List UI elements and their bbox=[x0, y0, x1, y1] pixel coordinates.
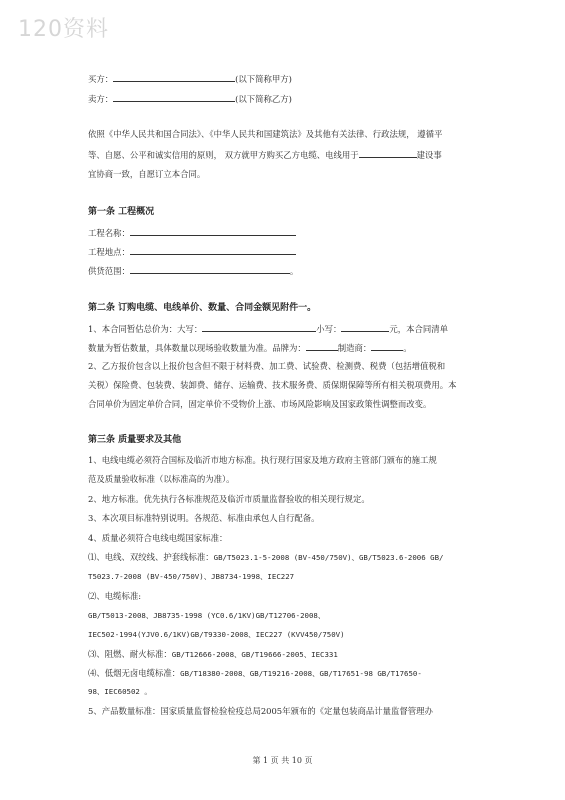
buyer-line: 买方： (以下简称甲方) bbox=[88, 74, 292, 84]
article-2-heading: 第二条 订购电缆、电线单价、数量、合同金额见附件一。 bbox=[88, 303, 317, 313]
art3-line-3: 2、地方标准。优先执行各标准规范及临沂市质量监督验收的相关现行规定。 bbox=[88, 494, 370, 504]
project-name-blank[interactable] bbox=[130, 226, 296, 236]
intro-line-2: 等、自愿、公平和诚实信用的原则， 双方就甲方购买乙方电缆、电线用于 建设事 bbox=[88, 150, 442, 160]
intro-line-3: 宜协商一致，自愿订立本合同。 bbox=[88, 169, 206, 179]
art3-line-11: ⑶、阻燃、耐火标准：GB/T12666-2008、GB/T19666-2005、IEC331 bbox=[88, 649, 338, 659]
project-location-line: 工程地点： bbox=[88, 245, 296, 258]
art2-line-5: 合同单价为固定单价合同，固定单价不受物价上涨、市场风险影响及国家政策性调整而改变。 bbox=[88, 399, 432, 409]
art3-line-13: 98、IEC60502 。 bbox=[88, 687, 152, 696]
art3-line-1: 1、电线电缆必须符合国标及临沂市地方标准。执行现行国家及地方政府主管部门颁布的施工规 bbox=[88, 455, 437, 465]
project-use-blank[interactable] bbox=[359, 148, 417, 158]
art3-line-7: T5023.7-2008 (BV-450/750V)、JB8734-1998、IEC227 bbox=[88, 572, 295, 581]
art3-line-5: 4、质量必须符合电线电缆国家标准： bbox=[88, 533, 228, 543]
art3-line-6: ⑴、电线、双绞线、护套线标准：GB/T5023.1-5-2008 (BV-450/750V)、GB/T5023.6-2006 GB/ bbox=[88, 552, 444, 562]
project-name-line: 工程名称： bbox=[88, 226, 296, 239]
project-location-blank[interactable] bbox=[130, 245, 296, 255]
manufacturer-blank[interactable] bbox=[371, 341, 403, 351]
article-3-heading: 第三条 质量要求及其他 bbox=[88, 435, 182, 445]
art3-line-4: 3、本次项目标准特别说明。各规范、标准由承包人自行配备。 bbox=[88, 513, 320, 523]
art3-line-8: ⑵、电缆标准: bbox=[88, 591, 142, 601]
brand-blank[interactable] bbox=[306, 341, 338, 351]
seller-line: 卖方： (以下简称乙方) bbox=[88, 94, 292, 104]
seller-blank[interactable] bbox=[113, 92, 235, 102]
art2-line-2: 数量为暂估数量，具体数量以现场验收数量为准。品牌为： 制造商： 。 bbox=[88, 343, 412, 353]
watermark-text: 120资料 bbox=[18, 17, 109, 42]
art2-line-3: 2、乙方报价包含以上报价包含但不限于材料费、加工费、试验费、检测费、税费（包括增值税和 bbox=[88, 361, 446, 371]
total-price-figure-blank[interactable] bbox=[341, 322, 389, 332]
buyer-blank[interactable] bbox=[113, 72, 235, 82]
art3-line-14: 5、产品数量标准：国家质量监督检验检疫总局2005年颁布的《定量包装商品计量监督管理办 bbox=[88, 706, 433, 716]
art2-line-4: 关税）保险费、包装费、装卸费、储存、运输费、技术服务费、质保期保障等所有相关税项费用。本 bbox=[88, 380, 457, 390]
supply-scope-blank[interactable] bbox=[130, 264, 290, 274]
art3-line-10: IEC502-1994(YJV0.6/1KV)GB/T9330-2008、IEC227 (KVV450/750V) bbox=[88, 630, 345, 639]
art3-line-12: ⑷、低烟无卤电缆标准：GB/T18380-2008、GB/T19216-2008、GB/T17651-98 GB/T17650- bbox=[88, 668, 422, 678]
article-1-heading: 第一条 工程概况 bbox=[88, 207, 155, 217]
page-footer: 第 1 页 共 10 页 bbox=[252, 756, 313, 765]
art2-line-1: 1、本合同暂估总价为：大写： 小写： 元，本合同清单 bbox=[88, 324, 448, 334]
total-price-words-blank[interactable] bbox=[202, 322, 316, 332]
intro-line-1: 依照《中华人民共和国合同法》、《中华人民共和国建筑法》及其他有关法律、行政法规， 遵循平 bbox=[88, 129, 443, 139]
supply-scope-line: 供货范围： 。 bbox=[88, 266, 299, 276]
art3-line-2: 范及质量验收标准（以标准高的为准）。 bbox=[88, 474, 235, 484]
art3-line-9: GB/T5013-2008、JB8735-1998 (YC0.6/1KV)GB/T12706-2008、 bbox=[88, 611, 326, 620]
